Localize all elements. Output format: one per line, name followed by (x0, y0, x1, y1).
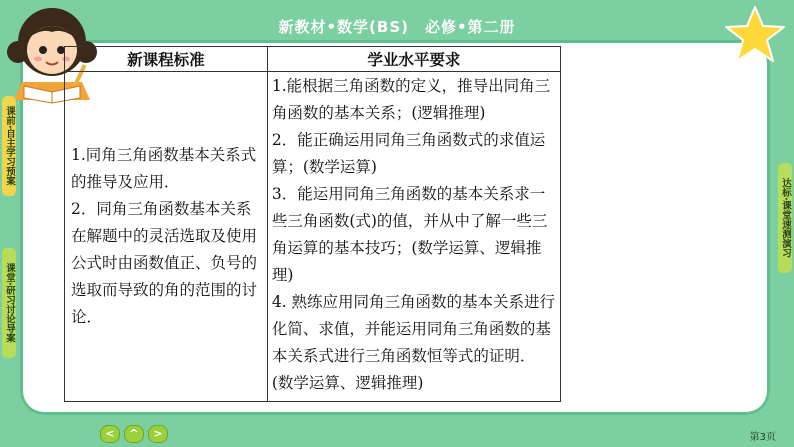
requirement-item: 4. 熟练应用同角三角函数的基本关系进行化简、求值，并能运用同角三角函数的基本关系式进行三角函数恒等式的证明．(数学运算、逻辑推理) (271, 293, 556, 392)
standards-table (64, 46, 561, 402)
page-navigation (100, 425, 168, 443)
tab-quick-test[interactable]: 达标·课堂速测演习 (778, 163, 792, 273)
page-number: 第3页 (749, 432, 776, 443)
tab-preclass-study[interactable]: 课前·自主学习预案 (2, 96, 16, 196)
tab-inclass-discussion[interactable]: 课堂·研习讨论导案 (2, 248, 16, 358)
chevron-left-icon: < (105, 427, 115, 440)
standard-item: 1.同角三角函数基本关系式的推导及应用． (71, 146, 257, 191)
table-row (65, 72, 561, 402)
requirement-item: 2．能正确运用同角三角函数式的求值运算；(数学运算) (271, 131, 546, 176)
standards-cell (65, 72, 268, 402)
next-page-button[interactable] (148, 425, 168, 443)
chevron-up-icon: ^ (129, 427, 139, 440)
table-header-row (65, 47, 561, 72)
standard-item: 2．同角三角函数基本关系在解题中的灵活选取及使用公式时由函数值正、负号的选取而导致的角的范围的讨论． (71, 200, 258, 326)
column-header-requirements: 学业水平要求 (267, 47, 560, 72)
chevron-right-icon: > (153, 427, 163, 440)
prev-page-button[interactable] (100, 425, 120, 443)
requirement-item: 3．能运用同角三角函数的基本关系求一些三角函数(式)的值，并从中了解一些三角运算的基本技巧；(数学运算、逻辑推理) (271, 185, 548, 284)
requirement-item: 1.能根据三角函数的定义，推导出同角三角函数的基本关系；(逻辑推理) (271, 77, 551, 122)
requirements-cell (267, 72, 560, 402)
column-header-standard: 新课程标准 (65, 47, 268, 72)
book-title: 新教材•数学(BS) 必修•第二册 (278, 18, 516, 36)
home-button[interactable] (124, 425, 144, 443)
